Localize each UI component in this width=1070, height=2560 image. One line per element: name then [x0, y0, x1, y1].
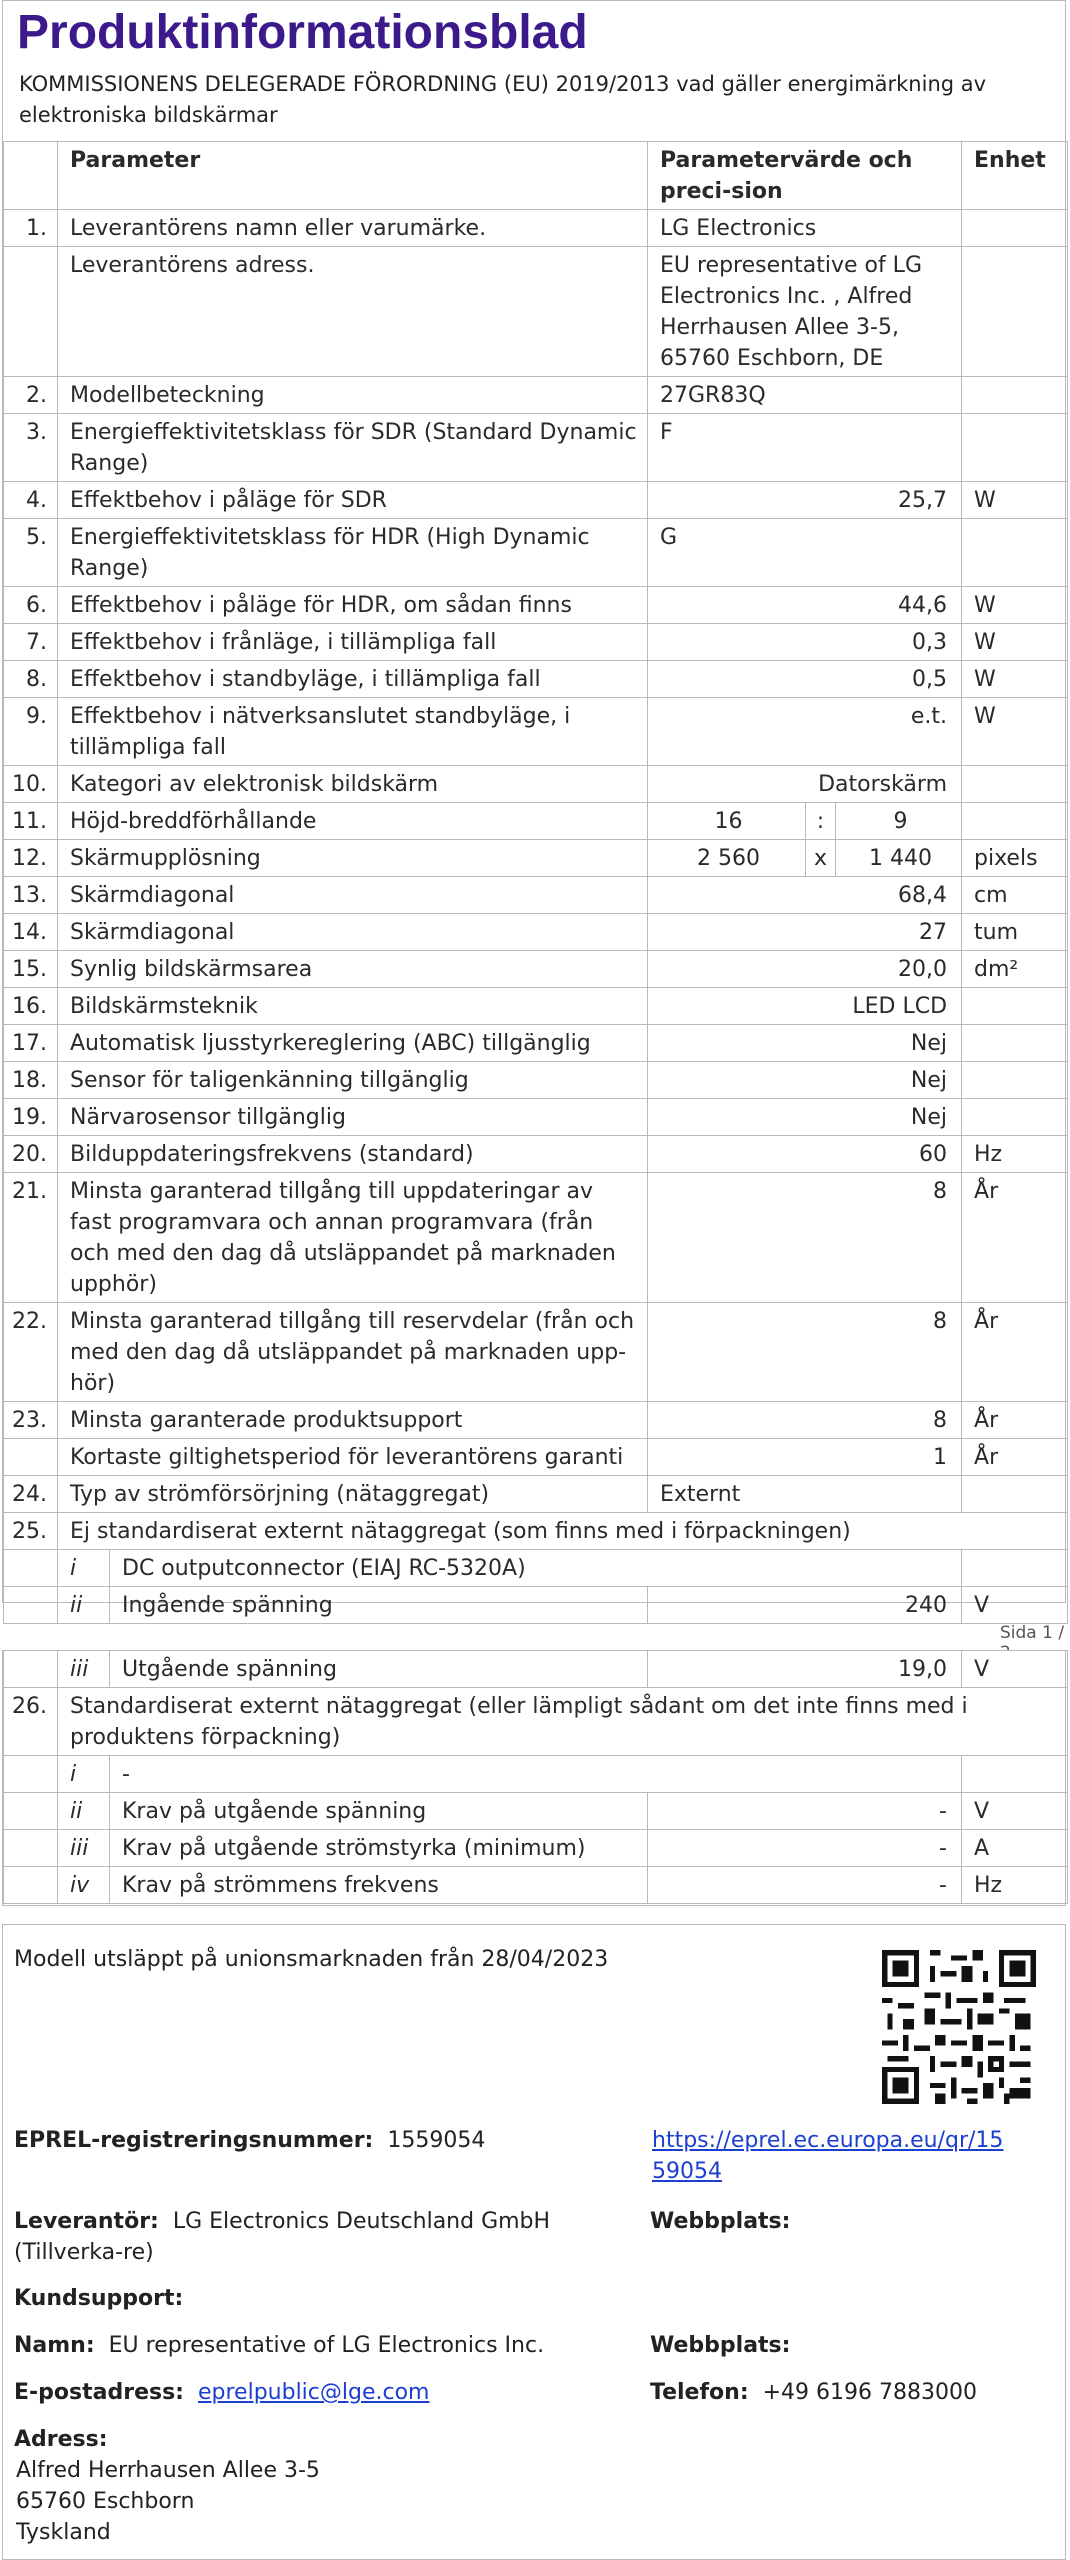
website2-label: Webbplats:: [650, 2333, 791, 2358]
table-row: 3. Energieffektivitetsklass för SDR (Standard Dynamic Range) F: [4, 414, 1068, 482]
header-unit: Enhet: [962, 142, 1068, 210]
table-row: Kortaste giltighetsperiod för leverantörens garanti 1 År: [4, 1439, 1068, 1476]
sdr-energy-class: F: [648, 414, 962, 482]
table-row: 1. Leverantörens namn eller varumärke. LG Electronics: [4, 210, 1068, 247]
phone-row: [650, 2377, 977, 2408]
table-row: 6. Effektbehov i påläge för HDR, om sådan finns 44,6 W: [4, 587, 1068, 624]
table-row: 21. Minsta garanterad tillgång till uppdateringar av fast programvara och annan programvara (från och med den dag då utsläppandet på marknaden upphör) 8 År: [4, 1173, 1068, 1303]
table-row: 10. Kategori av elektronisk bildskärm Datorskärm: [4, 766, 1068, 803]
page-title: Produktinformationsblad: [17, 6, 588, 59]
qr-code-icon[interactable]: [882, 1950, 1036, 2104]
hdr-energy-class: G: [648, 519, 962, 587]
table-row: 25. Ej standardiserat externt nätaggregat (som finns med i förpackningen): [4, 1513, 1068, 1550]
table-row: 4. Effektbehov i påläge för SDR 25,7 W: [4, 482, 1068, 519]
table-row: 5. Energieffektivitetsklass för HDR (High Dynamic Range) G: [4, 519, 1068, 587]
table-row: i -: [4, 1756, 1068, 1793]
header-value: Parametervärde och preci-sion: [648, 142, 962, 210]
table-row: 2. Modellbeteckning 27GR83Q: [4, 377, 1068, 414]
table-row: Leverantörens adress. EU representative of LG Electronics Inc. , Alfred Herrhausen Allee 3-5, 65760 Eschborn, DE: [4, 247, 1068, 377]
page-2-table: [2, 1650, 1066, 1906]
table-row: ii Ingående spänning 240 V: [4, 1587, 1068, 1624]
table-row: 16. Bildskärmsteknik LED LCD: [4, 988, 1068, 1025]
website-label: Webbplats:: [650, 2209, 791, 2234]
name-value: EU representative of LG Electronics Inc.: [108, 2333, 545, 2358]
supplier-address: EU representative of LG Electronics Inc. , Alfred Herrhausen Allee 3-5, 65760 Eschborn, DE: [648, 247, 962, 377]
table-row: 12. Skärmupplösning 2 560 x 1 440 pixels: [4, 840, 1068, 877]
parameter-table: [3, 141, 1068, 1624]
supplier-row: [14, 2206, 626, 2268]
release-date: Modell utsläppt på unionsmarknaden från 28/04/2023: [14, 1947, 609, 1972]
page-1: [2, 0, 1066, 1618]
table-row: i DC outputconnector (EIAJ RC-5320A): [4, 1550, 1068, 1587]
address-line-1: Alfred Herrhausen Allee 3-5: [16, 2458, 320, 2483]
table-row: 13. Skärmdiagonal 68,4 cm: [4, 877, 1068, 914]
eprel-link[interactable]: https://eprel.ec.europa.eu/qr/1559054: [652, 2128, 1004, 2184]
table-row: 22. Minsta garanterad tillgång till reservdelar (från och med den dag då utsläppandet på marknaden upp-hör) 8 År: [4, 1303, 1068, 1402]
phone-value: +49 6196 7883000: [762, 2380, 978, 2405]
eprel-row: [14, 2125, 485, 2156]
table-row: iv Krav på strömmens frekvens - Hz: [4, 1867, 1068, 1904]
name-label: Namn:: [14, 2333, 95, 2358]
email-link[interactable]: eprelpublic@lge.com: [197, 2380, 430, 2405]
table-row: 14. Skärmdiagonal 27 tum: [4, 914, 1068, 951]
supplier-name: LG Electronics Deutschland GmbH (Tillverka-re): [14, 2209, 551, 2265]
table-row: 9. Effektbehov i nätverksanslutet standbyläge, i tillämpliga fall e.t. W: [4, 698, 1068, 766]
regulation-subtitle: KOMMISSIONENS DELEGERADE FÖRORDNING (EU) 2019/2013 vad gäller energimärkning av elektroniska bildskärmar: [19, 72, 987, 127]
table-row: 26. Standardiserat externt nätaggregat (eller lämpligt sådant om det inte finns med i produktens förpackning): [4, 1688, 1068, 1756]
supplier-label: Leverantör:: [14, 2209, 159, 2234]
header-parameter: Parameter: [58, 142, 648, 210]
email-label: E-postadress:: [14, 2380, 184, 2405]
address-label: Adress:: [14, 2427, 108, 2452]
table-row: iii Krav på utgående strömstyrka (minimum) - A: [4, 1830, 1068, 1867]
name-row: [14, 2330, 544, 2361]
parameter-table-continued: [3, 1650, 1068, 1904]
email-row: [14, 2377, 429, 2408]
table-row: 18. Sensor för taligenkänning tillgänglig Nej: [4, 1062, 1068, 1099]
eprel-label: EPREL-registreringsnummer:: [14, 2128, 374, 2153]
table-row: 11. Höjd-breddförhållande 16 : 9: [4, 803, 1068, 840]
address-line-2: 65760 Eschborn: [16, 2489, 195, 2514]
phone-label: Telefon:: [650, 2380, 749, 2405]
table-row: 17. Automatisk ljusstyrkereglering (ABC) tillgänglig Nej: [4, 1025, 1068, 1062]
table-row: 8. Effektbehov i standbyläge, i tillämpliga fall 0,5 W: [4, 661, 1068, 698]
eprel-number: 1559054: [387, 2128, 486, 2153]
table-row: iii Utgående spänning 19,0 V: [4, 1651, 1068, 1688]
table-header: [4, 142, 1068, 210]
table-row: 15. Synlig bildskärmsarea 20,0 dm²: [4, 951, 1068, 988]
table-row: ii Krav på utgående spänning - V: [4, 1793, 1068, 1830]
table-row: 24. Typ av strömförsörjning (nätaggregat) Externt: [4, 1476, 1068, 1513]
table-row: 7. Effektbehov i frånläge, i tillämpliga fall 0,3 W: [4, 624, 1068, 661]
address-line-3: Tyskland: [16, 2520, 111, 2545]
table-row: 19. Närvarosensor tillgänglig Nej: [4, 1099, 1068, 1136]
customer-support-label: Kundsupport:: [14, 2286, 184, 2311]
page-number: Sida 1 /: [1000, 1623, 1065, 1643]
table-row: 23. Minsta garanterade produktsupport 8 År: [4, 1402, 1068, 1439]
table-row: 20. Bilduppdateringsfrekvens (standard) 60 Hz: [4, 1136, 1068, 1173]
model-identifier: 27GR83Q: [648, 377, 962, 414]
